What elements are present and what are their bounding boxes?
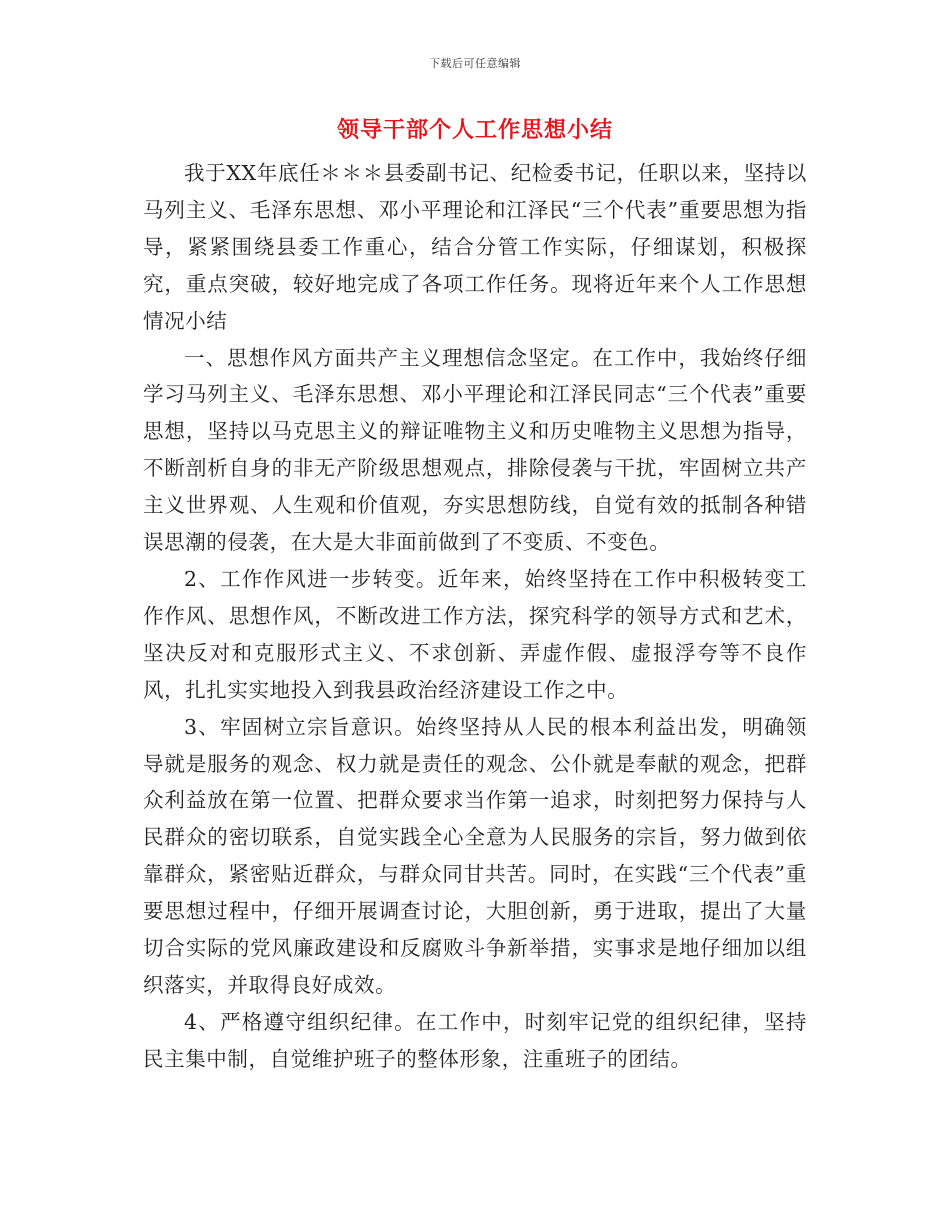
paragraph-section-3: 3、牢固树立宗旨意识。始终坚持从人民的根本利益出发，明确领导就是服务的观念、权力就是责任的观念、公仆就是奉献的观念，把群众利益放在第一位置、把群众要求当作第一追求，时刻把努力保持与人民群众的密切联系，自觉实践全心全意为人民服务的宗旨，努力做到依靠群众，紧密贴近群众，与群众同甘共苦。同时，在实践“三个代表”重要思想过程中，仔细开展调查讨论，大胆创新，勇于进取，提出了大量切合实际的党风廉政建设和反腐败斗争新举措，实事求是地仔细加以组织落实，并取得良好成效。 — [143, 714, 807, 997]
header-note: 下载后可任意编辑 — [429, 57, 521, 70]
paragraph-section-2: 2、工作作风进一步转变。近年来，始终坚持在工作中积极转变工作作风、思想作风，不断改进工作方法，探究科学的领导方式和艺术，坚决反对和克服形式主义、不求创新、弄虚作假、虚报浮夸等不良作风，扎扎实实地投入到我县政治经济建设工作之中。 — [143, 566, 807, 702]
paragraph-section-1: 一、思想作风方面共产主义理想信念坚定。在工作中，我始终仔细学习马列主义、毛泽东思想、邓小平理论和江泽民同志“三个代表”重要思想，坚持以马克思主义的辩证唯物主义和历史唯物主义思想为指导，不断剖析自身的非无产阶级思想观点，排除侵袭与干扰，牢固树立共产主义世界观、人生观和价值观，夯实思想防线，自觉有效的抵制各种错误思潮的侵袭，在大是大非面前做到了不变质、不变色。 — [143, 345, 807, 555]
paragraph-intro: 我于XX年底任＊＊＊县委副书记、纪检委书记，任职以来，坚持以马列主义、毛泽东思想、邓小平理论和江泽民“三个代表”重要思想为指导，紧紧围绕县委工作重心，结合分管工作实际，仔细谋划，积极探究，重点突破，较好地完成了各项工作任务。现将近年来个人工作思想情况小结 — [143, 161, 807, 333]
document-title: 领导干部个人工作思想小结 — [336, 117, 613, 143]
paragraph-section-4: 4、严格遵守组织纪律。在工作中，时刻牢记党的组织纪律，坚持民主集中制，自觉维护班子的整体形象，注重班子的团结。 — [143, 1009, 807, 1071]
document-body — [143, 155, 807, 1078]
